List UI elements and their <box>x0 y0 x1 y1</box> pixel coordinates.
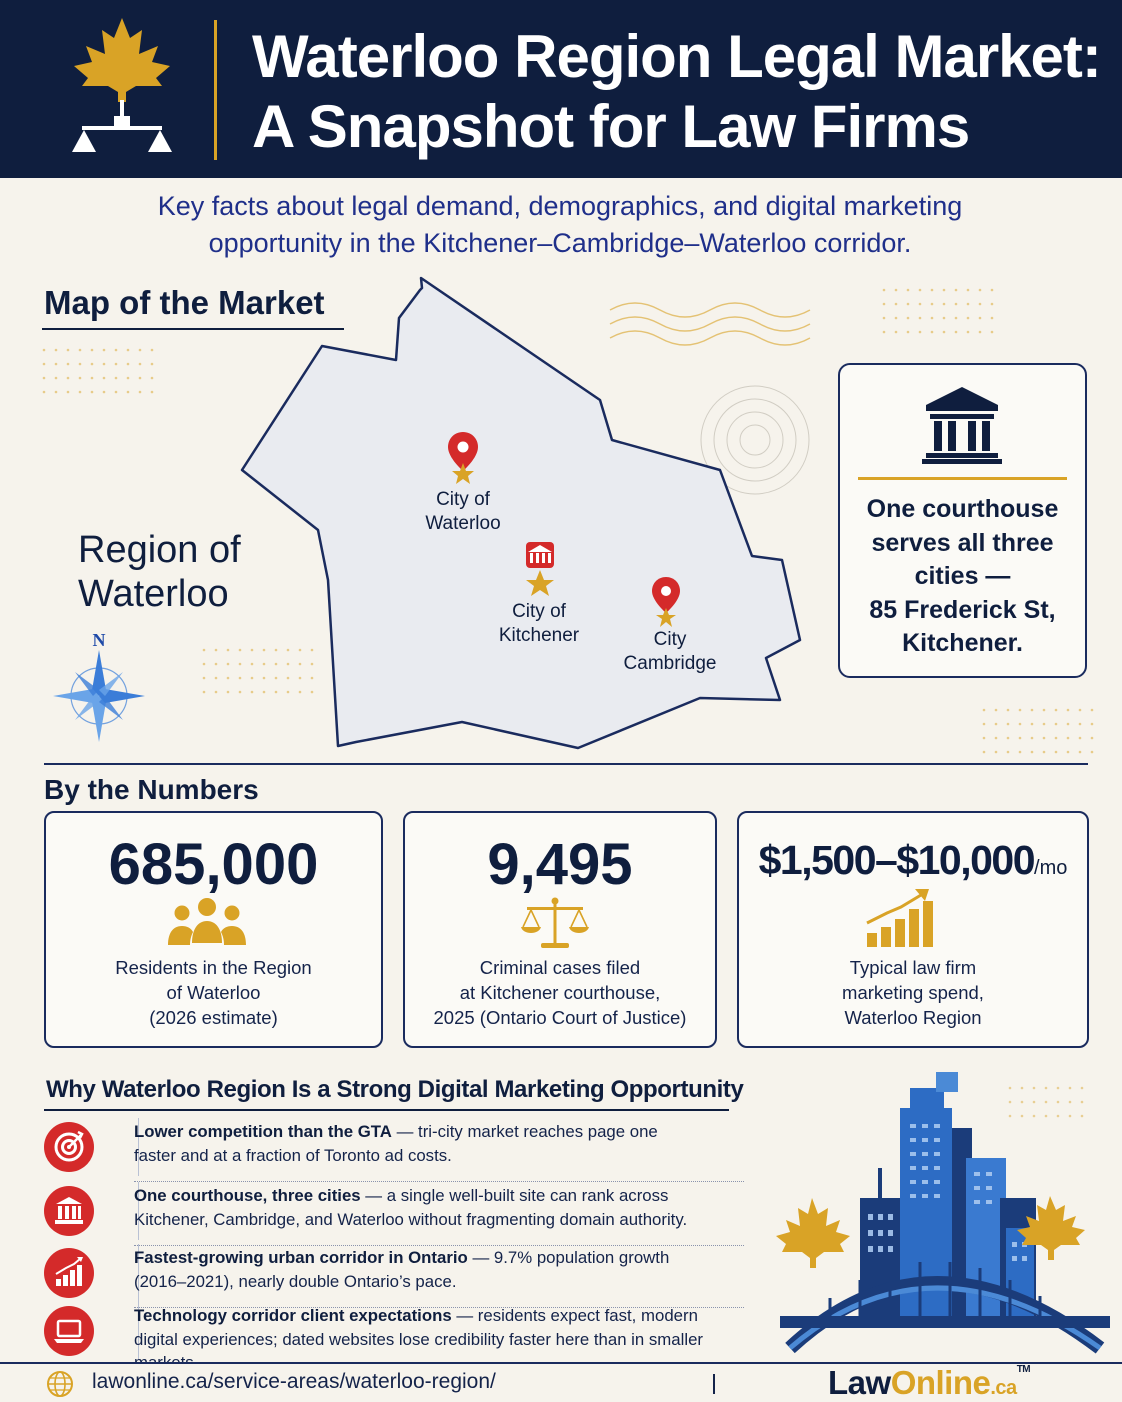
item-text-b: Kitchener, Cambridge, and Waterloo without fragmenting domain authority. <box>134 1209 688 1229</box>
courthouse-text-line: serves all three <box>871 528 1054 557</box>
growth-chart-icon <box>44 1248 94 1298</box>
why-title-underline <box>44 1109 729 1111</box>
city-label-line: City <box>653 629 687 650</box>
stat-desc-line: at Kitchener courthouse, <box>459 982 661 1003</box>
subtitle <box>60 188 1060 262</box>
why-section-title: Why Waterloo Region Is a Strong Digital Marketing Opportunity <box>46 1076 744 1103</box>
logo-part-ca: .ca <box>990 1377 1017 1399</box>
item-bold: Lower competition than the GTA <box>134 1122 392 1141</box>
subtitle-line-2: opportunity in the Kitchener–Cambridge–Waterloo corridor. <box>208 228 912 258</box>
item-text-a: — a single well-built site can rank across <box>360 1186 669 1205</box>
city-skyline-illustration <box>760 1068 1122 1362</box>
opportunity-item-competition <box>44 1116 744 1178</box>
city-label-cambridge <box>610 628 730 676</box>
opportunity-item-courthouse <box>44 1180 744 1242</box>
opportunity-item-technology <box>44 1300 744 1362</box>
logo-part-online: Online <box>890 1364 991 1401</box>
courthouse-card <box>838 363 1087 678</box>
city-label-kitchener <box>480 600 598 648</box>
stat-card-criminal-cases <box>403 811 717 1048</box>
target-icon <box>44 1122 94 1172</box>
item-bold: One courthouse, three cities <box>134 1186 361 1205</box>
region-label <box>78 528 241 616</box>
page-title <box>252 22 1112 162</box>
item-text-b: digital experiences; dated websites lose credibility faster here than in smaller <box>134 1329 703 1349</box>
item-text <box>134 1120 744 1167</box>
header-banner <box>0 0 1122 178</box>
item-text-b: (2016–2021), nearly double Ontario’s pace. <box>134 1271 457 1291</box>
item-text <box>134 1184 744 1231</box>
stat-value: 9,495 <box>487 832 633 897</box>
growth-chart-icon <box>865 887 935 949</box>
stat-card-marketing-spend <box>737 811 1089 1048</box>
item-text-a: — residents expect fast, modern <box>451 1306 698 1325</box>
courthouse-text-line: cities — <box>914 562 1011 590</box>
laptop-icon <box>44 1306 94 1356</box>
compass-rose-icon <box>53 650 145 742</box>
stat-desc-line: 2025 (Ontario Court of Justice) <box>433 1007 687 1028</box>
stat-value <box>739 837 1087 884</box>
city-label-line: City of <box>512 601 566 622</box>
city-label-line: City of <box>436 489 490 510</box>
courthouse-text-line: Kitchener. <box>902 629 1023 657</box>
stat-desc-line: (2026 estimate) <box>149 1007 278 1028</box>
title-line-1: Waterloo Region Legal Market: <box>252 23 1101 90</box>
courthouse-text-line: One courthouse <box>866 495 1059 523</box>
map-section-title: Map of the Market <box>44 284 325 321</box>
lawonline-logo[interactable] <box>828 1364 1030 1402</box>
stat-description <box>405 955 715 1030</box>
header-divider <box>214 20 217 160</box>
stat-desc-line: Residents in the Region <box>115 957 312 978</box>
stat-desc-line: Criminal cases filed <box>479 957 641 978</box>
globe-icon <box>46 1370 74 1398</box>
courthouse-text-line: 85 Frederick St, <box>869 595 1056 624</box>
stat-value: 685,000 <box>108 832 319 897</box>
item-text <box>134 1246 744 1293</box>
stat-desc-line: of Waterloo <box>166 982 261 1003</box>
opportunity-item-growth <box>44 1242 744 1304</box>
item-text-a: — tri-city market reaches page one <box>391 1122 658 1141</box>
subtitle-line-1: Key facts about legal demand, demographics, and digital marketing <box>157 191 963 221</box>
city-label-waterloo <box>404 488 522 536</box>
stat-desc-line: Typical law firm <box>849 957 977 978</box>
stat-value-amount: $1,500–$10,000 <box>758 837 1035 883</box>
item-text-a: — 9.7% population growth <box>467 1248 670 1267</box>
maple-leaf-scales-icon <box>62 16 182 162</box>
stat-value-suffix: /mo <box>1034 857 1068 879</box>
city-label-line: Kitchener <box>498 625 580 646</box>
logo-trademark: TM <box>1016 1364 1031 1375</box>
item-bold: Technology corridor client expectations <box>134 1306 452 1325</box>
people-icon <box>166 897 248 947</box>
city-label-line: Cambridge <box>623 653 717 674</box>
decorative-waves <box>610 303 810 345</box>
courthouse-icon <box>922 385 1002 465</box>
title-line-2: A Snapshot for Law Firms <box>252 93 970 160</box>
compass-north-label: N <box>92 630 106 650</box>
city-label-line: Waterloo <box>425 513 501 534</box>
footer-separator <box>713 1374 715 1394</box>
courthouse-card-divider <box>858 477 1067 480</box>
section-divider <box>44 763 1088 765</box>
footer-url-link[interactable]: lawonline.ca/service-areas/waterloo-region/ <box>92 1370 496 1393</box>
stat-description <box>739 955 1087 1030</box>
logo-part-law: Law <box>828 1364 891 1401</box>
stat-desc-line: marketing spend, <box>842 982 984 1003</box>
region-label-line: Region of <box>78 529 241 571</box>
item-bold: Fastest-growing urban corridor in Ontario <box>134 1248 468 1267</box>
region-label-line: Waterloo <box>78 573 229 615</box>
courthouse-card-text <box>850 493 1075 661</box>
item-text-b: faster and at a fraction of Toronto ad costs. <box>134 1145 452 1165</box>
footer <box>0 1362 1122 1402</box>
courthouse-icon <box>44 1186 94 1236</box>
scales-icon <box>521 897 589 951</box>
stat-card-residents <box>44 811 383 1048</box>
stat-desc-line: Waterloo Region <box>844 1007 982 1028</box>
numbers-section-title: By the Numbers <box>44 774 259 805</box>
stat-description <box>46 955 381 1030</box>
